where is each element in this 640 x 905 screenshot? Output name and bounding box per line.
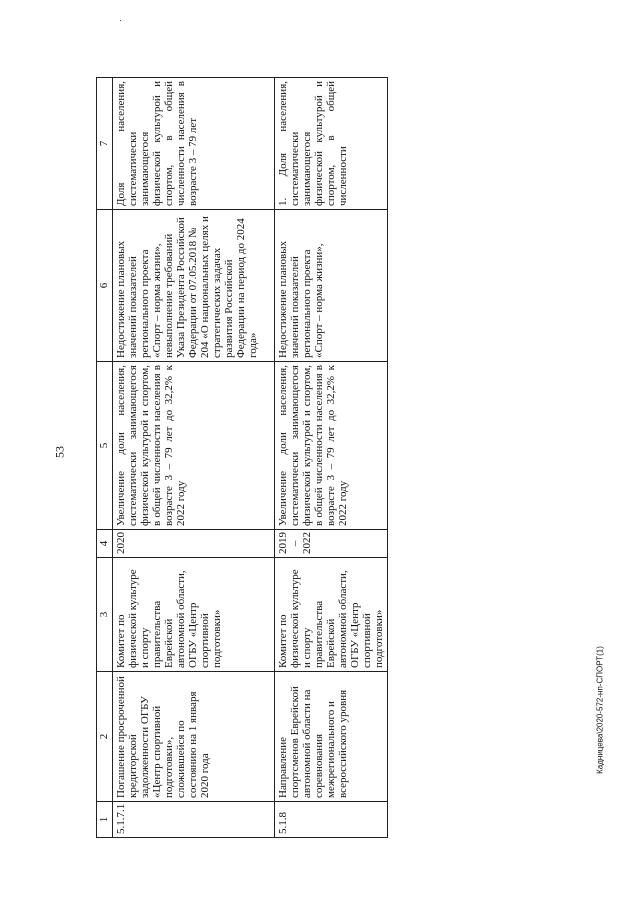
measure-name: Погашение просроченной кредиторской задолженности ОГБУ «Центр спортивной подготовки», сложившейся по состоянию на 1 января 2020 года (113, 672, 275, 802)
header-col-1: 1 (97, 802, 113, 838)
measures-table (96, 77, 388, 838)
header-col-6: 6 (97, 210, 113, 362)
header-col-2: 2 (97, 672, 113, 802)
header-col-7: 7 (97, 78, 113, 210)
table-row (275, 78, 388, 838)
indicator: Доля населения, систематически занимающегося физической культурой и спортом, в общей численности населения в возрасте 3 – 79 лет (113, 78, 275, 210)
executor: Комитет по физической культуре и спорту правительства Еврейской автономной области, ОГБУ «Центр спортивной подготовки» (113, 558, 275, 672)
expected-result: Увеличение доли населения, систематически занимающегося физической культурой и спортом, в общей численности населения в возрасте 3 – 79 лет до 32,2% к 2022 году (113, 362, 275, 530)
scan-speck (120, 20, 121, 21)
header-col-4: 4 (97, 530, 113, 558)
rotated-table-container (96, 78, 496, 838)
header-col-3: 3 (97, 558, 113, 672)
consequence: Недостижение плановых значений показателей регионального проекта «Спорт – норма жизни», (275, 210, 388, 362)
header-row (97, 78, 113, 838)
row-number: 5.1.7.1 (113, 802, 275, 838)
page-number: 53 (52, 446, 67, 458)
period: 2019 – 2022 (275, 530, 388, 558)
table-row (113, 78, 275, 838)
consequence: Недостижение плановых значений показателей регионального проекта «Спорт – норма жизни», невыполнение требований Указа Президента Российской Федерации от 07.05.2018 № 204 «О национальных целях и стратегических задачах развития Российской Федерации на период до 2024 года» (113, 210, 275, 362)
document-code: Кадницева\2020-572-нп-СПОРТ(1) (595, 646, 605, 774)
header-col-5: 5 (97, 362, 113, 530)
measure-name: Направление спортсменов Еврейской автономной области на соревнования межрегионального и всероссийского уровня (275, 672, 388, 802)
row-number: 5.1.8 (275, 802, 388, 838)
expected-result: Увеличение доли населения, систематически занимающегося физической культурой и спортом, в общей численности населения в возрасте 3 – 79 лет до 32,2% к 2022 году (275, 362, 388, 530)
indicator: 1. Доля населения, систематически занимающегося физической культурой и спортом, в общей численности (275, 78, 388, 210)
period: 2020 (113, 530, 275, 558)
executor: Комитет по физической культуре и спорту правительства Еврейской автономной области, ОГБУ «Центр спортивной подготовки» (275, 558, 388, 672)
